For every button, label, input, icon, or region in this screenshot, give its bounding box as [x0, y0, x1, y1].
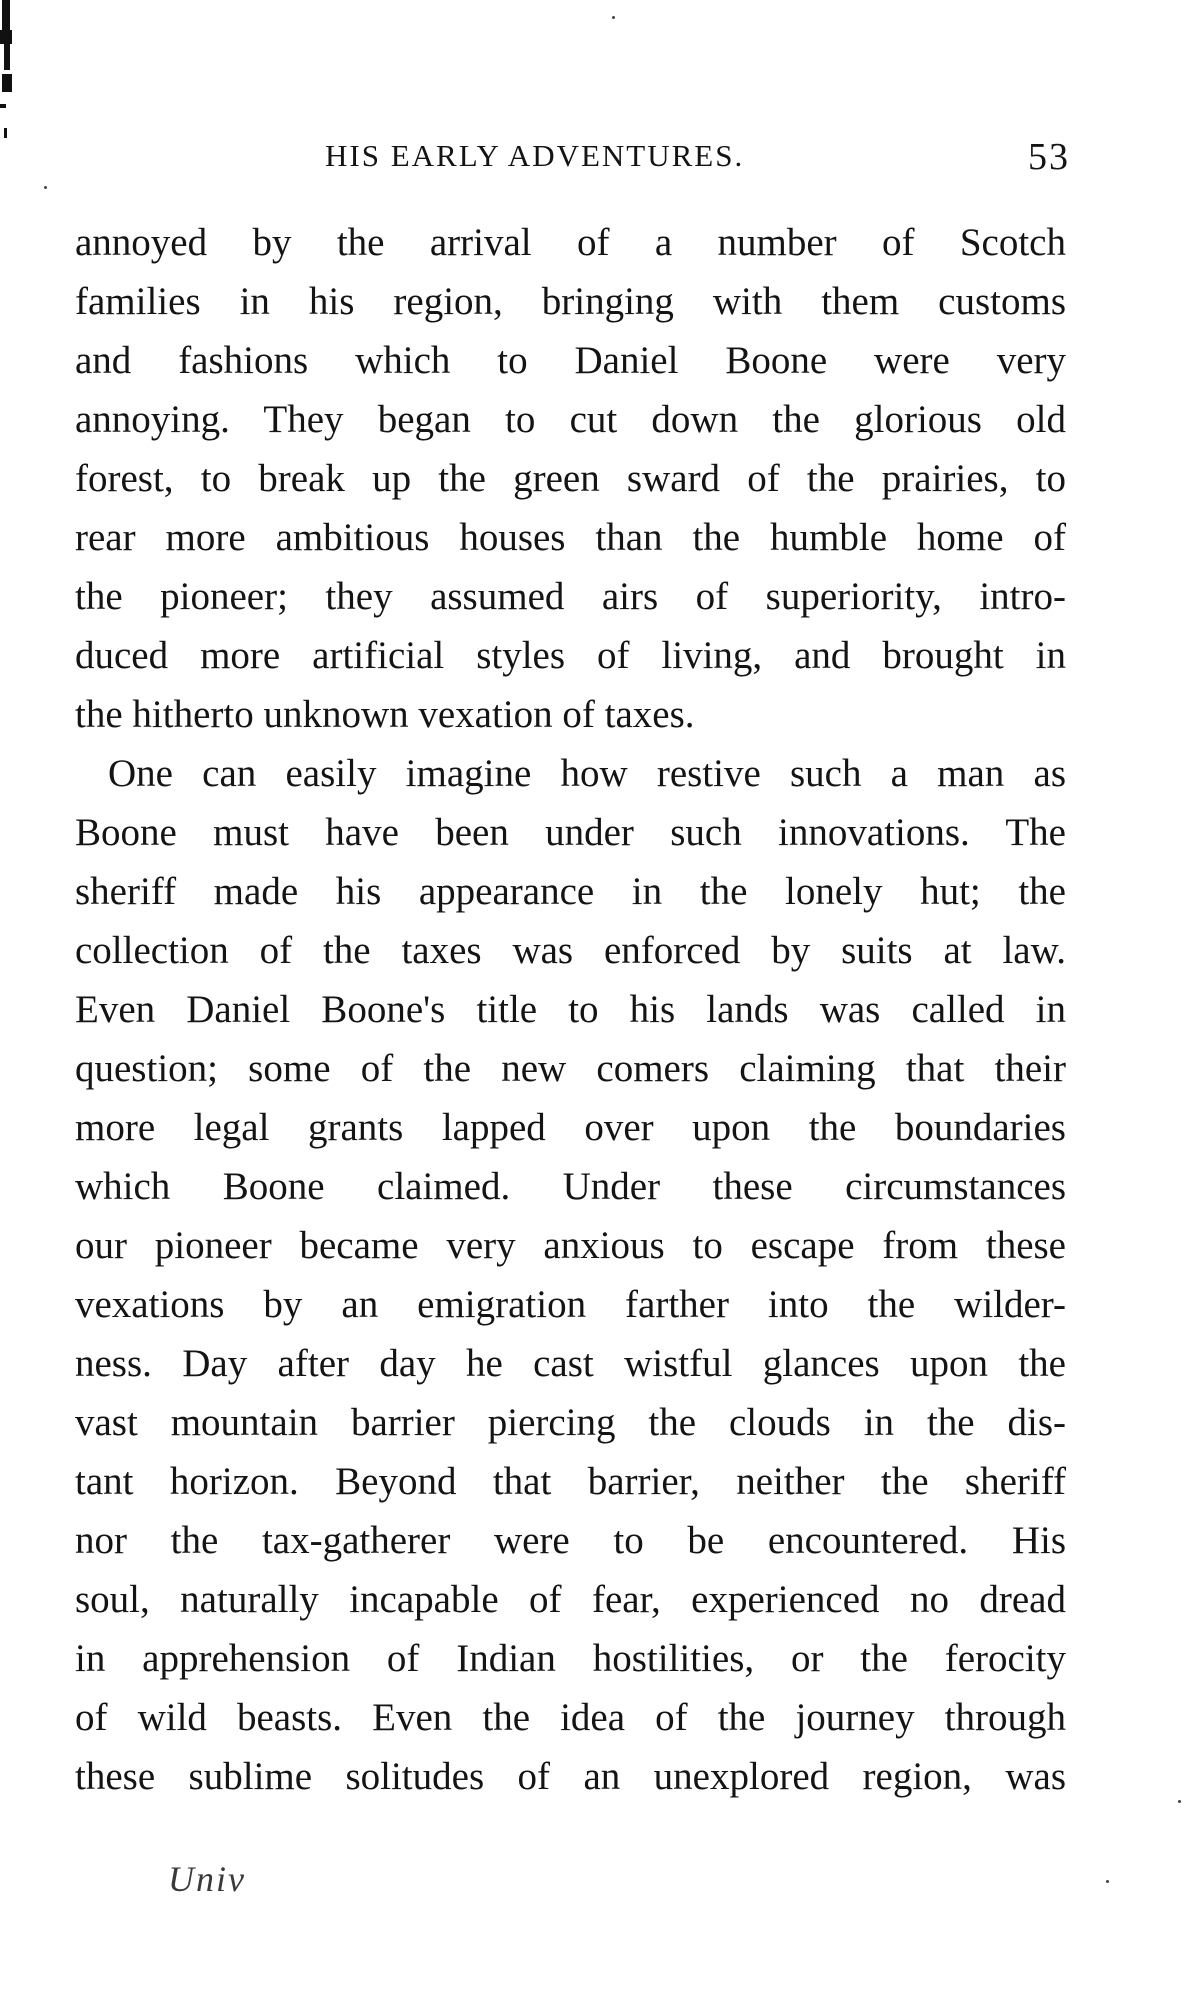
- text-line: the pioneer; they assumed airs of superiority, intro-: [75, 575, 1066, 618]
- library-stamp: Univ: [168, 1859, 246, 1899]
- text-line: Even Daniel Boone's title to his lands was called in: [75, 988, 1066, 1031]
- scan-speck: [44, 186, 47, 189]
- text-line: our pioneer became very anxious to escape from these: [75, 1224, 1066, 1267]
- scan-edge-mark: [4, 44, 10, 70]
- text-line: rear more ambitious houses than the humble home of: [75, 516, 1066, 559]
- text-line: and fashions which to Daniel Boone were very: [75, 339, 1066, 382]
- text-line: One can easily imagine how restive such a man as: [108, 752, 1066, 795]
- text-line: question; some of the new comers claiming that their: [75, 1047, 1066, 1090]
- scan-edge-mark: [0, 30, 12, 44]
- page-body: [75, 213, 1066, 1806]
- text-line: ness. Day after day he cast wistful glances upon the: [75, 1342, 1066, 1385]
- text-line: annoyed by the arrival of a number of Scotch: [75, 221, 1066, 264]
- scan-edge-mark: [4, 128, 7, 138]
- running-title: HIS EARLY ADVENTURES.: [325, 138, 745, 173]
- text-line: annoying. They began to cut down the glorious old: [75, 398, 1066, 441]
- text-line: vast mountain barrier piercing the clouds in the dis-: [75, 1401, 1066, 1444]
- scan-edge-mark: [2, 0, 10, 32]
- scan-speck: [1106, 1880, 1109, 1883]
- text-line: Boone must have been under such innovations. The: [75, 811, 1066, 854]
- text-line: sheriff made his appearance in the lonely hut; the: [75, 870, 1066, 913]
- scan-speck: [1178, 1800, 1181, 1803]
- page-number: 53: [1028, 136, 1070, 178]
- page-header: [325, 138, 1070, 178]
- text-line: forest, to break up the green sward of the prairies, to: [75, 457, 1066, 500]
- paragraph-1: [75, 213, 1066, 744]
- paragraph-2: [75, 744, 1066, 1806]
- text-line: these sublime solitudes of an unexplored region, was: [75, 1755, 1066, 1798]
- text-line: the hitherto unknown vexation of taxes.: [75, 693, 695, 736]
- scan-edge-mark: [2, 74, 12, 92]
- text-line: in apprehension of Indian hostilities, or the ferocity: [75, 1637, 1066, 1680]
- text-line: duced more artificial styles of living, and brought in: [75, 634, 1066, 677]
- text-line: families in his region, bringing with them customs: [75, 280, 1066, 323]
- text-line: tant horizon. Beyond that barrier, neither the sheriff: [75, 1460, 1066, 1503]
- text-line: more legal grants lapped over upon the boundaries: [75, 1106, 1066, 1149]
- scan-edge-mark: [0, 104, 6, 108]
- text-line: of wild beasts. Even the idea of the journey through: [75, 1696, 1066, 1739]
- text-line: soul, naturally incapable of fear, experienced no dread: [75, 1578, 1066, 1621]
- text-line: which Boone claimed. Under these circumstances: [75, 1165, 1066, 1208]
- text-line: vexations by an emigration farther into the wilder-: [75, 1283, 1066, 1326]
- scan-speck: [612, 16, 615, 19]
- text-line: collection of the taxes was enforced by suits at law.: [75, 929, 1066, 972]
- text-line: nor the tax-gatherer were to be encountered. His: [75, 1519, 1066, 1562]
